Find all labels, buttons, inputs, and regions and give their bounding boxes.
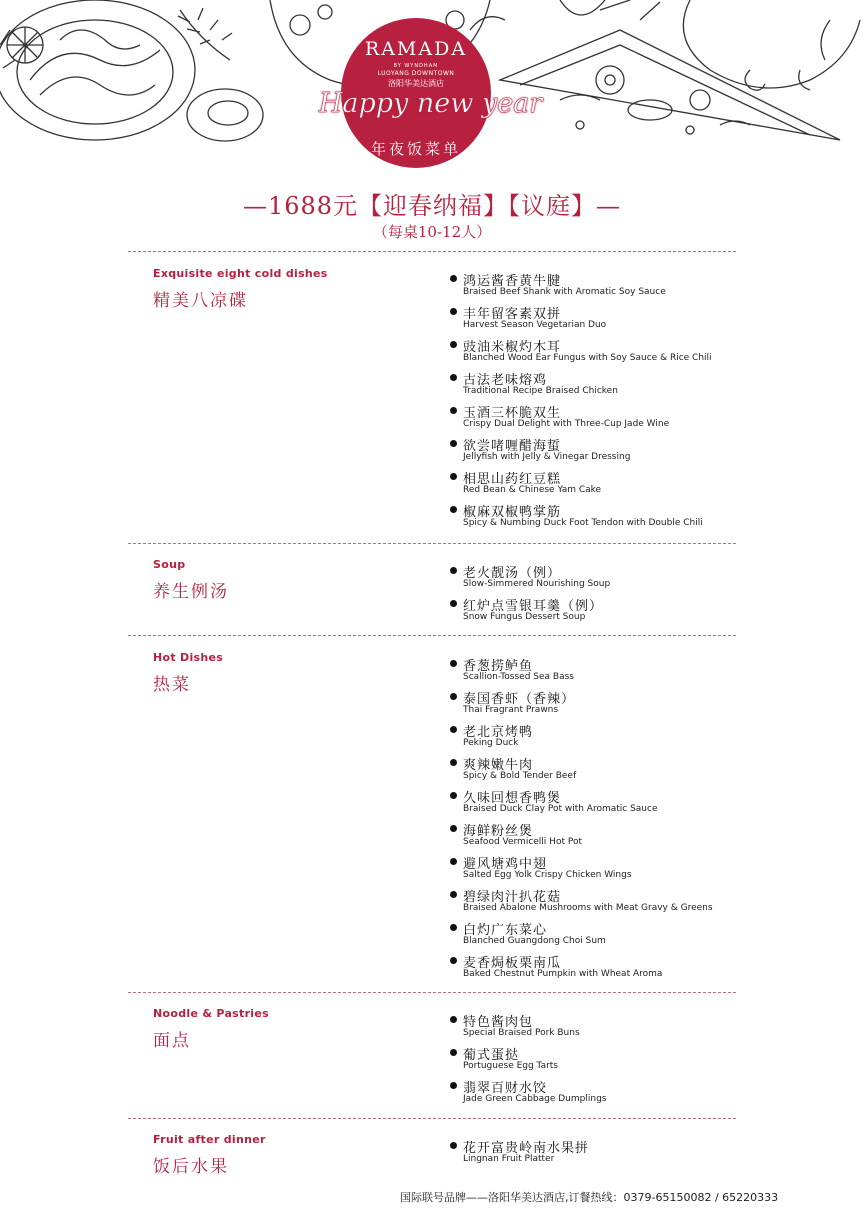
menu-item [450, 952, 750, 985]
section-title-cn: 饭后水果 [153, 1157, 229, 1177]
bullet-icon [450, 792, 457, 799]
menu-item [450, 1077, 750, 1110]
dish-name-cn: 久味回想香鸭煲 [463, 791, 562, 806]
bullet-icon [450, 341, 457, 348]
menu-item [450, 787, 750, 820]
bullet-icon [450, 825, 457, 832]
bullet-icon [450, 957, 457, 964]
bullet-icon [450, 275, 457, 282]
bullet-icon [450, 891, 457, 898]
menu-item [450, 468, 750, 501]
dish-name-en: Blanched Wood Ear Fungus with Soy Sauce & Rice Chili [463, 353, 712, 363]
dish-name-en: Red Bean & Chinese Yam Cake [463, 485, 602, 495]
dish-name-cn: 海鲜粉丝煲 [463, 824, 534, 839]
bullet-icon [450, 693, 457, 700]
brand-logo-text: RAMADA [364, 38, 468, 60]
bullet-icon [450, 407, 457, 414]
menu-item [450, 435, 750, 468]
section-title-en: Fruit after dinner [153, 1133, 266, 1146]
dish-name-cn: 避风塘鸡中翅 [463, 857, 548, 872]
dish-name-en: Thai Fragrant Prawns [463, 705, 559, 715]
section-title-en: Noodle & Pastries [153, 1007, 269, 1020]
menu-item [450, 402, 750, 435]
menu-item [450, 1044, 750, 1077]
dish-name-cn: 泰国香虾（香辣） [463, 692, 576, 707]
dish-name-en: Traditional Recipe Braised Chicken [463, 386, 618, 396]
menu-list-fruit [450, 1137, 750, 1170]
dish-name-en: Crispy Dual Delight with Three-Cup Jade Wine [463, 419, 670, 429]
bullet-icon [450, 759, 457, 766]
section-title-en: Hot Dishes [153, 651, 224, 664]
bullet-icon [450, 1142, 457, 1149]
dish-name-en: Jade Green Cabbage Dumplings [463, 1094, 607, 1104]
dish-name-en: Lingnan Fruit Platter [463, 1154, 555, 1164]
menu-list-soup [450, 562, 750, 628]
dinner-menu-title: 年夜饭菜单 [370, 140, 461, 158]
dish-name-en: Portuguese Egg Tarts [463, 1061, 559, 1071]
dish-name-cn: 白灼广东菜心 [463, 923, 548, 938]
dish-name-cn: 椒麻双椒鸭掌筋 [463, 505, 562, 520]
bullet-icon [450, 374, 457, 381]
menu-item [450, 562, 750, 595]
menu-item [450, 336, 750, 369]
bullet-icon [450, 1016, 457, 1023]
menu-list-hot-dishes [450, 655, 750, 985]
section-divider [128, 1118, 736, 1119]
bullet-icon [450, 308, 457, 315]
dish-name-cn: 丰年留客素双拼 [463, 307, 562, 322]
bullet-icon [450, 726, 457, 733]
bullet-icon [450, 440, 457, 447]
dish-name-cn: 香葱捞鲈鱼 [463, 659, 534, 674]
bullet-icon [450, 473, 457, 480]
menu-item [450, 1011, 750, 1044]
dish-name-cn: 相思山药红豆糕 [463, 472, 562, 487]
section-title-en: Exquisite eight cold dishes [153, 267, 328, 280]
menu-item [450, 369, 750, 402]
dish-name-cn: 红炉点雪银耳羹（例） [463, 599, 604, 614]
bullet-icon [450, 567, 457, 574]
package-capacity: （每桌10-12人） [372, 223, 492, 241]
menu-item [450, 853, 750, 886]
section-divider [128, 635, 736, 636]
dish-name-cn: 豉油米椒灼木耳 [463, 340, 562, 355]
footer-hotline: 国际联号品牌——洛阳华美达酒店,订餐热线：0379-65150082 / 65220333 [400, 1191, 779, 1204]
bullet-icon [450, 1082, 457, 1089]
section-title-cn: 热菜 [153, 675, 191, 695]
dish-name-cn: 葡式蛋挞 [463, 1048, 520, 1063]
section-title-cn: 面点 [153, 1031, 191, 1051]
brand-subtitle: BY WYNDHAM [393, 63, 439, 69]
bullet-icon [450, 858, 457, 865]
menu-item [450, 919, 750, 952]
menu-item [450, 655, 750, 688]
dish-name-en: Spicy & Bold Tender Beef [463, 771, 577, 781]
menu-item [450, 1137, 750, 1170]
dish-name-cn: 鸿运酱香黄牛腱 [463, 274, 562, 289]
dish-name-cn: 翡翠百财水饺 [463, 1081, 548, 1096]
dish-name-en: Spicy & Numbing Duck Foot Tendon with Double Chili [463, 518, 703, 528]
header-illustration [0, 0, 864, 180]
dish-name-cn: 碧绿肉汁扒花菇 [463, 890, 562, 905]
section-title-cn: 养生例汤 [153, 582, 229, 602]
hotel-name-cn: 洛阳华美达酒店 [388, 79, 444, 88]
menu-item [450, 754, 750, 787]
menu-list-cold-dishes [450, 270, 750, 534]
menu-item [450, 721, 750, 754]
menu-item [450, 595, 750, 628]
dish-name-en: Braised Abalone Mushrooms with Meat Gravy & Greens [463, 903, 713, 913]
menu-list-pastries [450, 1011, 750, 1110]
menu-item [450, 501, 750, 534]
section-title-en: Soup [153, 558, 186, 571]
section-divider [128, 543, 736, 544]
dish-name-en: Braised Duck Clay Pot with Aromatic Sauce [463, 804, 658, 814]
bullet-icon [450, 506, 457, 513]
dish-name-cn: 花开富贵岭南水果拼 [463, 1141, 590, 1156]
dish-name-en: Slow-Simmered Nourishing Soup [463, 579, 611, 589]
menu-item [450, 820, 750, 853]
dish-name-cn: 特色酱肉包 [463, 1015, 534, 1030]
dish-name-cn: 古法老味熔鸡 [463, 373, 548, 388]
bullet-icon [450, 660, 457, 667]
happy-new-year-script: Happy new year [318, 88, 543, 119]
dish-name-cn: 欲尝啫喱醋海蜇 [463, 439, 562, 454]
menu-item [450, 688, 750, 721]
section-divider [128, 251, 736, 252]
dish-name-cn: 麦香焗板栗南瓜 [463, 956, 562, 971]
dish-name-en: Seafood Vermicelli Hot Pot [463, 837, 582, 847]
dish-name-cn: 玉酒三杯脆双生 [463, 406, 562, 421]
dish-name-en: Braised Beef Shank with Aromatic Soy Sauce [463, 287, 666, 297]
dish-name-en: Scallion-Tossed Sea Bass [463, 672, 574, 682]
section-divider [128, 992, 736, 993]
menu-item [450, 270, 750, 303]
dish-name-en: Salted Egg Yolk Crispy Chicken Wings [463, 870, 632, 880]
dish-name-en: Blanched Guangdong Choi Sum [463, 936, 606, 946]
dish-name-cn: 爽辣嫩牛肉 [463, 758, 534, 773]
dish-name-en: Jellyfish with Jelly & Vinegar Dressing [463, 452, 631, 462]
bullet-icon [450, 924, 457, 931]
dish-name-en: Baked Chestnut Pumpkin with Wheat Aroma [463, 969, 663, 979]
dish-name-en: Peking Duck [463, 738, 519, 748]
dish-name-cn: 老火靓汤（例） [463, 566, 562, 581]
dish-name-en: Harvest Season Vegetarian Duo [463, 320, 607, 330]
package-title: —1688元【迎春纳福】【议庭】— [242, 192, 622, 220]
section-title-cn: 精美八凉碟 [153, 291, 248, 311]
dish-name-en: Special Braised Pork Buns [463, 1028, 580, 1038]
hotel-name-en: LUOYANG DOWNTOWN [377, 70, 455, 77]
dish-name-cn: 老北京烤鸭 [463, 725, 534, 740]
bullet-icon [450, 600, 457, 607]
dish-name-en: Snow Fungus Dessert Soup [463, 612, 586, 622]
bullet-icon [450, 1049, 457, 1056]
menu-item [450, 886, 750, 919]
menu-item [450, 303, 750, 336]
